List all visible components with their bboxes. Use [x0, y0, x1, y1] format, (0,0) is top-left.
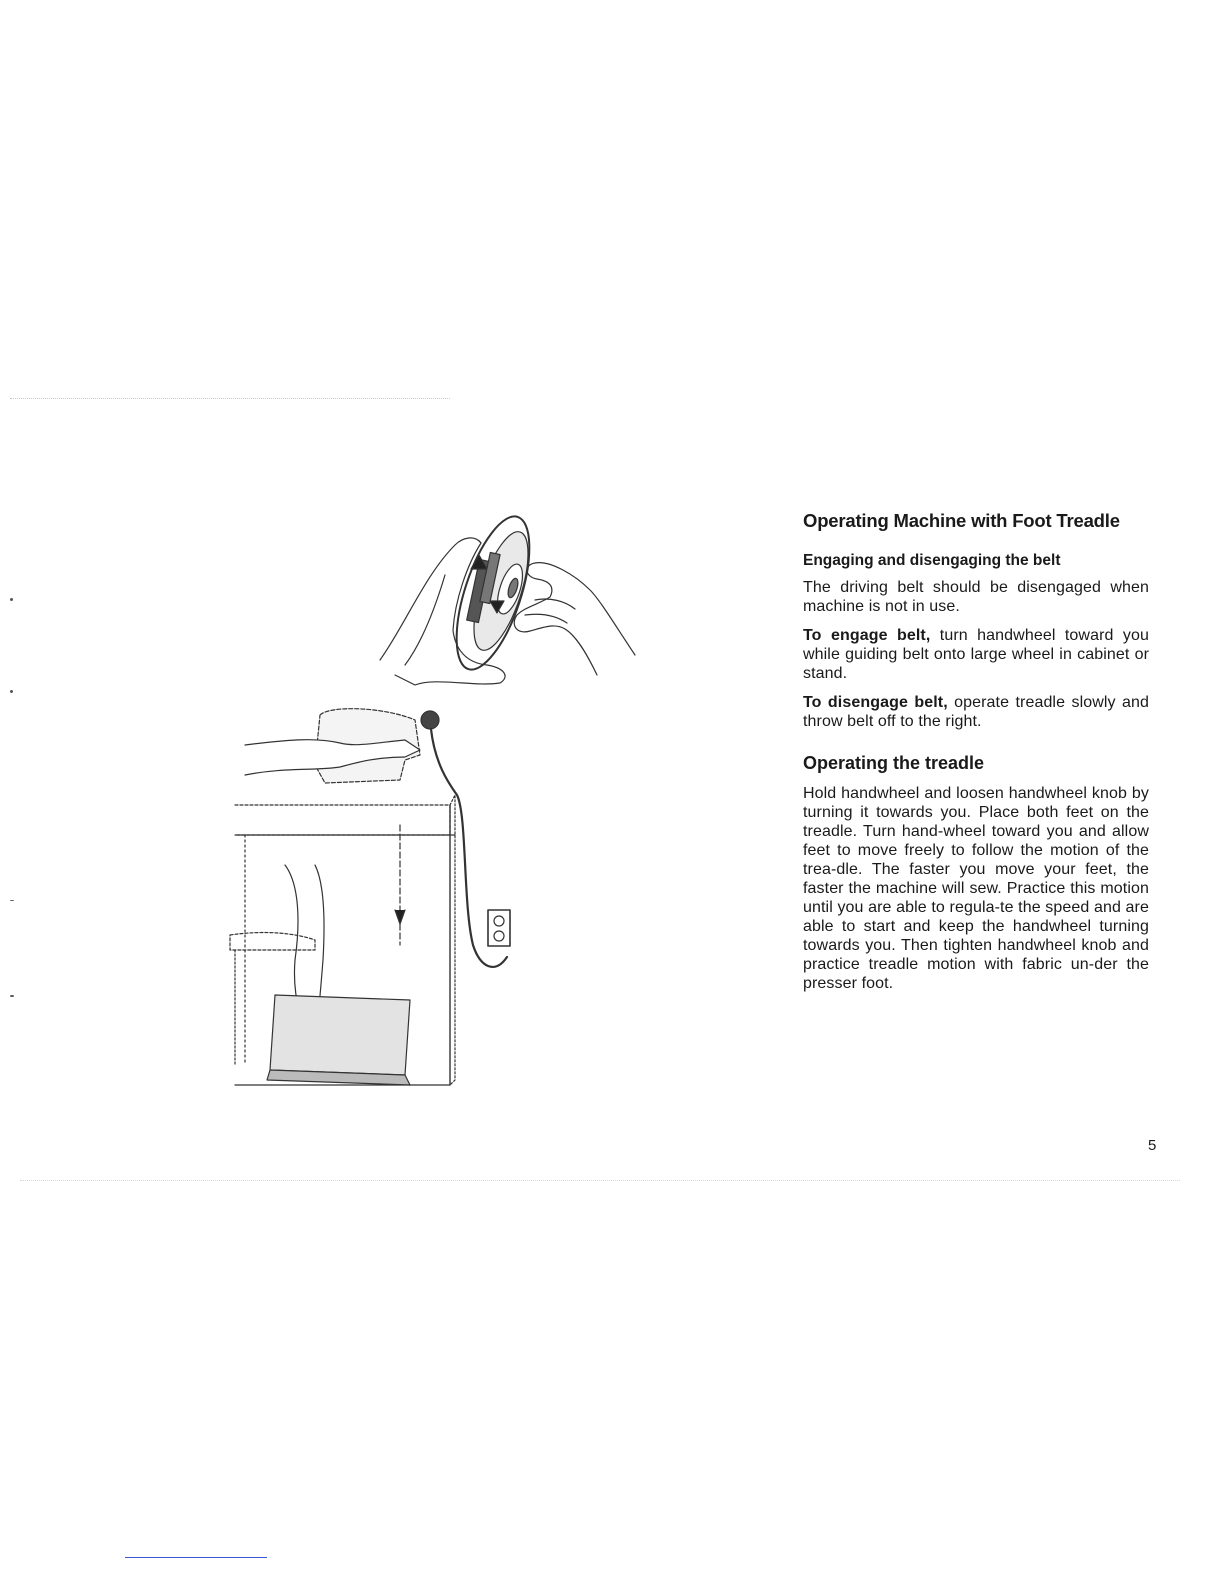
disengage-belt-paragraph	[803, 693, 1149, 731]
disengage-belt-text: operate treadle slowly and throw belt off to the right.	[803, 694, 1149, 730]
treadle-section-title: Operating the treadle	[803, 753, 985, 773]
engage-belt-label: To engage belt,	[803, 627, 931, 644]
belt-intro-paragraph: The driving belt should be disengaged when machine is not in use.	[803, 579, 1149, 615]
scan-artifact-line	[20, 1180, 1180, 1181]
handwheel-detail-drawing	[380, 508, 635, 685]
disengage-belt-label: To disengage belt,	[803, 694, 948, 711]
section-title: Operating Machine with Foot Treadle	[803, 510, 1120, 531]
engage-belt-paragraph	[803, 626, 1149, 683]
page-number: 5	[1148, 1137, 1157, 1154]
instruction-text-column	[803, 510, 1149, 1003]
scan-artifact-line	[10, 398, 450, 399]
engage-belt-text: turn handwheel toward you while guiding belt onto large wheel in cabinet or stand.	[803, 627, 1150, 682]
footer-rule	[125, 1557, 267, 1558]
scan-artifact-dot	[10, 598, 13, 601]
cabinet-scene-drawing	[230, 709, 510, 1085]
subsection-title: Engaging and disengaging the belt	[803, 552, 1061, 569]
treadle-paragraph: Hold handwheel and loosen handwheel knob by turning it towards you. Place both feet on the treadle. Turn hand-wheel toward you and allow feet to move freely to follow the motion of the trea-dle. The faster you move your feet, the faster the machine will sew. Practice this motion until you are able to regula-te the speed and are able to start and keep the handwheel turning towards you. Then tighten handwheel knob and practice treadle motion with fabric un-der the presser foot.	[803, 785, 1149, 992]
treadle-illustration	[205, 505, 665, 1095]
scan-artifact-dot	[10, 690, 13, 693]
scan-artifact-dot	[10, 900, 14, 901]
scan-artifact-dot	[10, 995, 14, 997]
